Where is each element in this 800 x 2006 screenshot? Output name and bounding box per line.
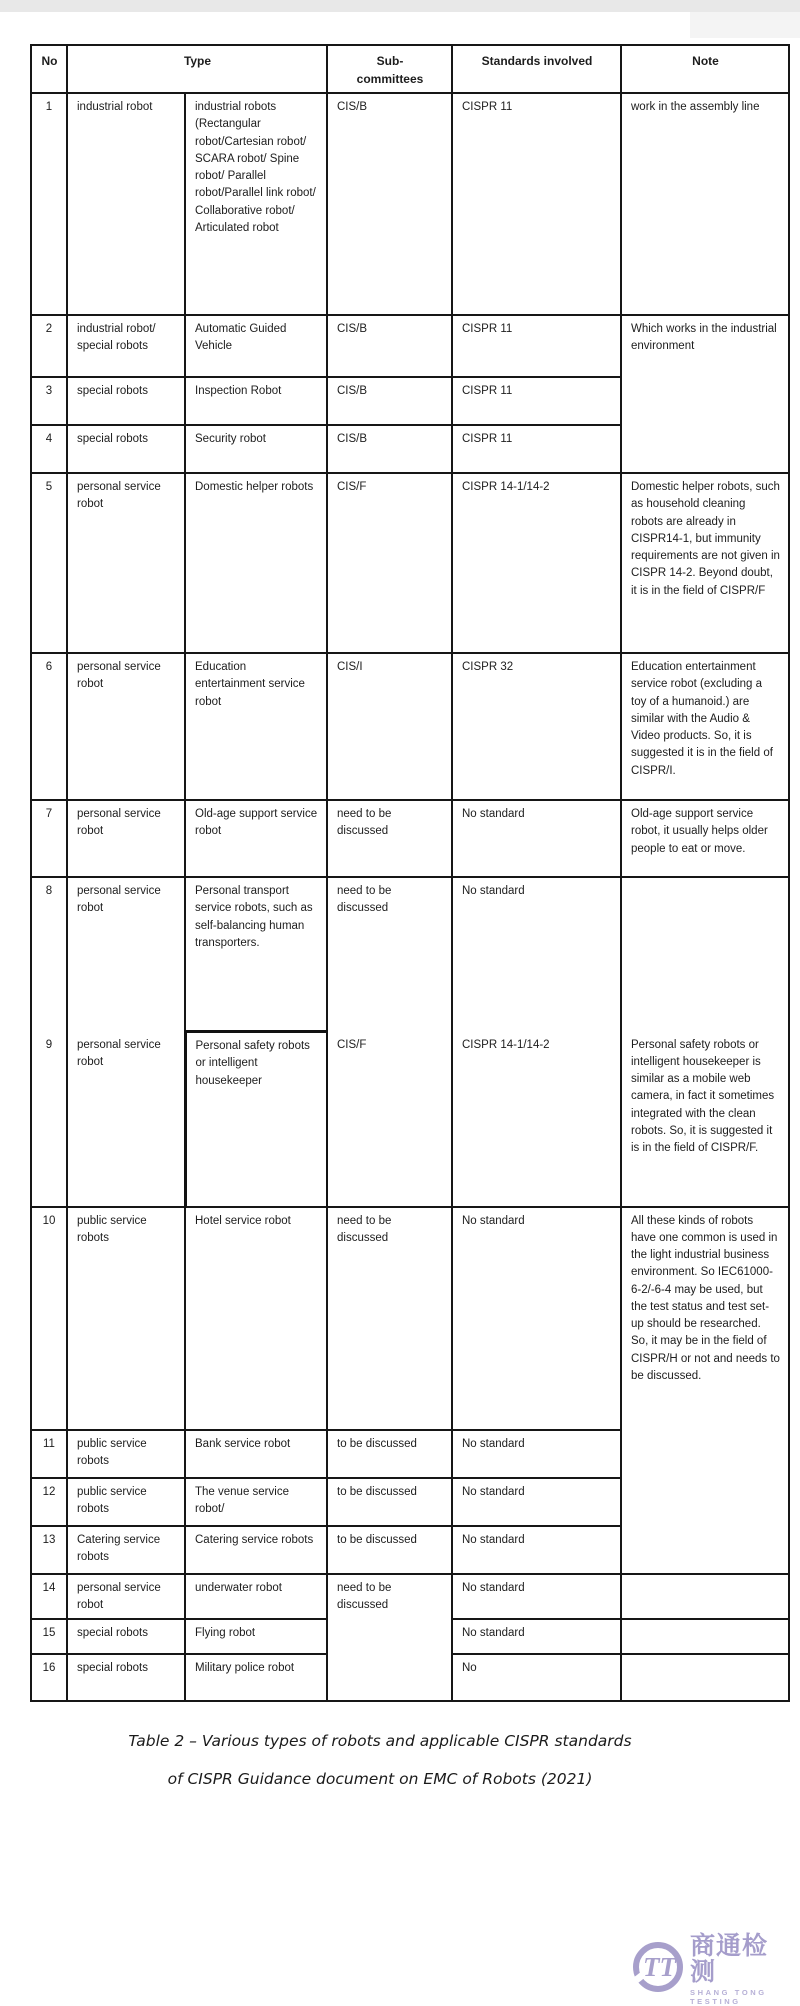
cell-standards: No standard [452,1207,621,1430]
cell-standards: CISPR 11 [452,315,621,377]
cell-type-category: public service robots [67,1207,185,1430]
header-note: Note [621,45,789,93]
cell-type-detail: Flying robot [185,1619,327,1654]
cell-note-merged: Which works in the industrial environment [621,315,789,473]
cell-no: 12 [31,1478,67,1526]
cell-standards: CISPR 14-1/14-2 [452,473,621,653]
cell-subcommittee: need to be discussed [327,1207,452,1430]
cell-standards: No standard [452,800,621,877]
cell-standards: No standard [452,1430,621,1478]
table-row [31,93,789,315]
cell-standards: CISPR 11 [452,425,621,473]
cell-no: 14 [31,1574,67,1620]
cell-subcommittee: to be discussed [327,1430,452,1478]
cell-note-merged: All these kinds of robots have one common is used in the light industrial business environment. So IEC61000-6-2/-6-4 may be used, but the test status and test set-up should be researched. So, it may be in the field of CISPR/H or not and needs to be discussed. [621,1207,789,1574]
cell-note: Domestic helper robots, such as household cleaning robots are already in CISPR14-1, but immunity requirements are not given in CISPR 14-2. Beyond doubt, it is in the field of CISPR/F [621,473,789,653]
cell-type-category: special robots [67,425,185,473]
cell-subcommittee: CIS/F [327,473,452,653]
cell-subcommittee: CIS/F [327,1032,452,1207]
cell-type-detail: Security robot [185,425,327,473]
table-caption [0,1722,760,1798]
cell-subcommittee: CIS/B [327,425,452,473]
table-caption-line1: Table 2 – Various types of robots and applicable CISPR standards [128,1732,632,1750]
cell-no: 1 [31,93,67,315]
table-row [31,877,789,1033]
svg-text:TT: TT [643,1951,676,1982]
shangtong-logo-english: SHANG TONG TESTING [690,1987,767,2006]
cell-no: 10 [31,1207,67,1430]
header-sub-committees: Sub-committees [327,45,452,93]
cell-type-category: personal service robot [67,1574,185,1620]
cell-type-category: personal service robot [67,473,185,653]
table-row [31,1032,789,1207]
cell-type-detail: underwater robot [185,1574,327,1620]
cell-type-detail: Inspection Robot [185,377,327,425]
cell-type-detail: Old-age support service robot [185,800,327,877]
cell-note: work in the assembly line [621,93,789,315]
shangtong-logo-chinese: 商通检测 [690,1930,769,1986]
cell-no: 9 [31,1032,67,1207]
cell-note [621,877,789,1033]
header-no: No [31,45,67,93]
robots-standards-table-part2 [30,1030,790,1702]
cell-subcommittee: need to be discussed [327,877,452,1033]
cell-subcommittee-merged: need to be discussed [327,1574,452,1702]
cell-subcommittee: need to be discussed [327,800,452,877]
cell-type-detail: The venue service robot/ [185,1478,327,1526]
cell-standards: CISPR 11 [452,93,621,315]
cell-no: 2 [31,315,67,377]
cell-no: 8 [31,877,67,1033]
shangtong-logo-text [690,1930,792,2006]
table-header-row [31,45,789,93]
cell-standards: CISPR 14-1/14-2 [452,1032,621,1207]
cell-no: 11 [31,1430,67,1478]
cell-note [621,1619,789,1654]
cell-type-detail: Catering service robots [185,1526,327,1574]
cell-subcommittee: to be discussed [327,1478,452,1526]
table-row [31,653,789,800]
cell-no: 6 [31,653,67,800]
scan-artifact-corner [690,12,800,38]
shangtong-logo-icon [632,1941,684,1998]
cell-no: 7 [31,800,67,877]
cell-type-detail: industrial robots (Rectangular robot/Cartesian robot/ SCARA robot/ Spine robot/ Parallel robot/Parallel link robot/ Collaborative robot/ Articulated robot [185,93,327,315]
table-row [31,1207,789,1430]
cell-type-category: personal service robot [67,653,185,800]
cell-type-category: public service robots [67,1478,185,1526]
table-row [31,473,789,653]
robots-standards-table-part1 [30,44,790,1033]
cell-standards: No standard [452,877,621,1033]
table-caption-line2: of CISPR Guidance document on EMC of Robots (2021) [167,1770,593,1788]
cell-standards: No standard [452,1619,621,1654]
scan-artifact-top-band [0,0,800,12]
cell-type-detail: Personal safety robots or intelligent housekeeper [185,1032,327,1207]
cell-note: Old-age support service robot, it usually helps older people to eat or move. [621,800,789,877]
cell-type-category: special robots [67,1619,185,1654]
cell-no: 15 [31,1619,67,1654]
cell-standards: CISPR 11 [452,377,621,425]
cell-standards: No [452,1654,621,1701]
cell-note [621,1654,789,1701]
cell-type-detail: Personal transport service robots, such as self-balancing human transporters. [185,877,327,1033]
cell-no: 3 [31,377,67,425]
cell-type-detail: Military police robot [185,1654,327,1701]
cell-subcommittee: CIS/I [327,653,452,800]
cell-standards: No standard [452,1574,621,1620]
cell-type-category: personal service robot [67,1032,185,1207]
cell-type-detail: Education entertainment service robot [185,653,327,800]
cell-type-category: personal service robot [67,877,185,1033]
cell-type-category: special robots [67,1654,185,1701]
cell-subcommittee: CIS/B [327,93,452,315]
table-row [31,800,789,877]
cell-note [621,1574,789,1620]
cell-note: Education entertainment service robot (excluding a toy of a humanoid.) are similar with the Audio & Video products. So, it is suggested it is in the field of CISPR/I. [621,653,789,800]
cell-subcommittee: CIS/B [327,315,452,377]
cell-no: 13 [31,1526,67,1574]
cell-type-detail: Domestic helper robots [185,473,327,653]
cell-standards: CISPR 32 [452,653,621,800]
cell-no: 16 [31,1654,67,1701]
cell-type-category: Catering service robots [67,1526,185,1574]
cell-no: 5 [31,473,67,653]
cell-type-category: public service robots [67,1430,185,1478]
cell-standards: No standard [452,1526,621,1574]
cell-subcommittee: CIS/B [327,377,452,425]
header-type: Type [67,45,327,93]
cell-note: Personal safety robots or intelligent housekeeper is similar as a mobile web camera, in fact it sometimes integrated with the clean robots. So, it is suggested it is in the field of CISPR/F. [621,1032,789,1207]
header-standards-involved: Standards involved [452,45,621,93]
cell-type-detail: Hotel service robot [185,1207,327,1430]
cell-type-detail: Bank service robot [185,1430,327,1478]
shangtong-watermark [632,1930,792,2006]
cell-type-detail: Automatic Guided Vehicle [185,315,327,377]
cell-type-category: special robots [67,377,185,425]
cell-standards: No standard [452,1478,621,1526]
cell-no: 4 [31,425,67,473]
cell-subcommittee: to be discussed [327,1526,452,1574]
table-row [31,315,789,377]
cell-type-category: industrial robot [67,93,185,315]
cell-type-category: industrial robot/ special robots [67,315,185,377]
table-row [31,1574,789,1620]
cell-type-category: personal service robot [67,800,185,877]
